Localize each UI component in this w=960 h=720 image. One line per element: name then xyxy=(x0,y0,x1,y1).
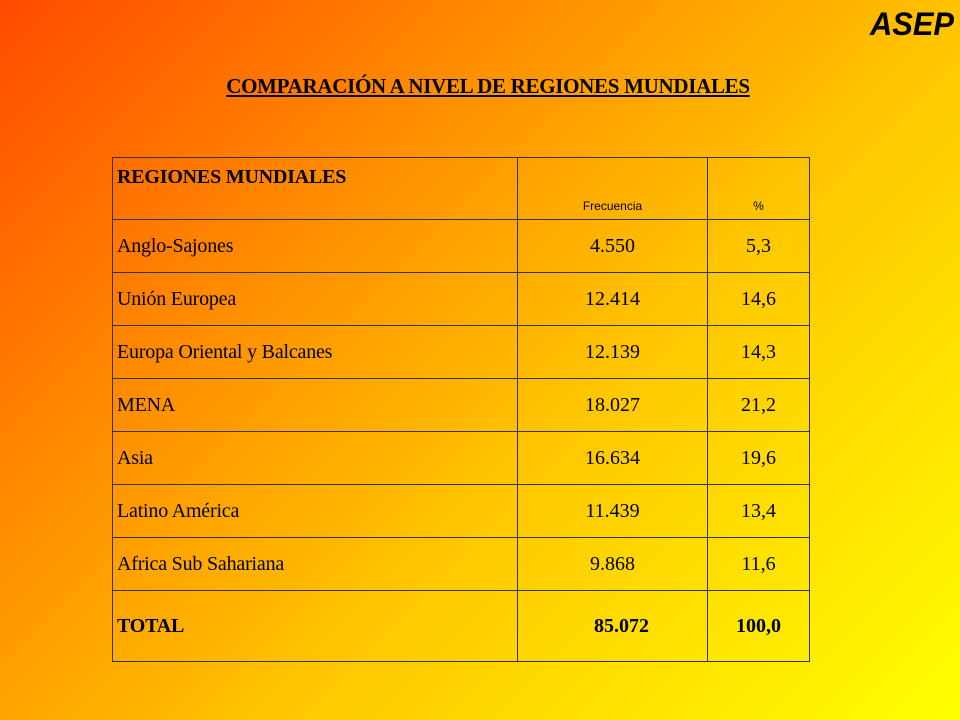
cell-region: Africa Sub Sahariana xyxy=(113,538,518,591)
cell-percent: 5,3 xyxy=(708,220,810,273)
cell-frequency: 12.139 xyxy=(518,326,708,379)
asep-logo xyxy=(868,4,956,40)
cell-frequency: 11.439 xyxy=(518,485,708,538)
cell-frequency: 16.634 xyxy=(518,432,708,485)
cell-frequency: 12.414 xyxy=(518,273,708,326)
header-frequency: Frecuencia xyxy=(518,158,708,220)
table-row xyxy=(113,220,810,273)
cell-frequency: 4.550 xyxy=(518,220,708,273)
total-label: TOTAL xyxy=(113,591,518,662)
cell-percent: 21,2 xyxy=(708,379,810,432)
table-total-row xyxy=(113,591,810,662)
cell-percent: 19,6 xyxy=(708,432,810,485)
table-row xyxy=(113,432,810,485)
cell-region: Latino América xyxy=(113,485,518,538)
table-row xyxy=(113,485,810,538)
cell-region: Unión Europea xyxy=(113,273,518,326)
cell-region: Europa Oriental y Balcanes xyxy=(113,326,518,379)
table-header-row xyxy=(113,158,810,220)
cell-region: Asia xyxy=(113,432,518,485)
header-percent: % xyxy=(708,158,810,220)
cell-percent: 14,6 xyxy=(708,273,810,326)
table-row xyxy=(113,538,810,591)
table-row xyxy=(113,326,810,379)
regions-table xyxy=(112,157,810,662)
table-row xyxy=(113,273,810,326)
svg-text:ASEP: ASEP xyxy=(869,6,955,40)
table-row xyxy=(113,379,810,432)
cell-percent: 11,6 xyxy=(708,538,810,591)
total-percent: 100,0 xyxy=(708,591,810,662)
total-frequency: 85.072 xyxy=(518,591,708,662)
cell-percent: 14,3 xyxy=(708,326,810,379)
cell-region: MENA xyxy=(113,379,518,432)
cell-region: Anglo-Sajones xyxy=(113,220,518,273)
page-title: COMPARACIÓN A NIVEL DE REGIONES MUNDIALES xyxy=(226,74,750,98)
cell-frequency: 9.868 xyxy=(518,538,708,591)
header-region: REGIONES MUNDIALES xyxy=(113,158,518,220)
cell-percent: 13,4 xyxy=(708,485,810,538)
cell-frequency: 18.027 xyxy=(518,379,708,432)
